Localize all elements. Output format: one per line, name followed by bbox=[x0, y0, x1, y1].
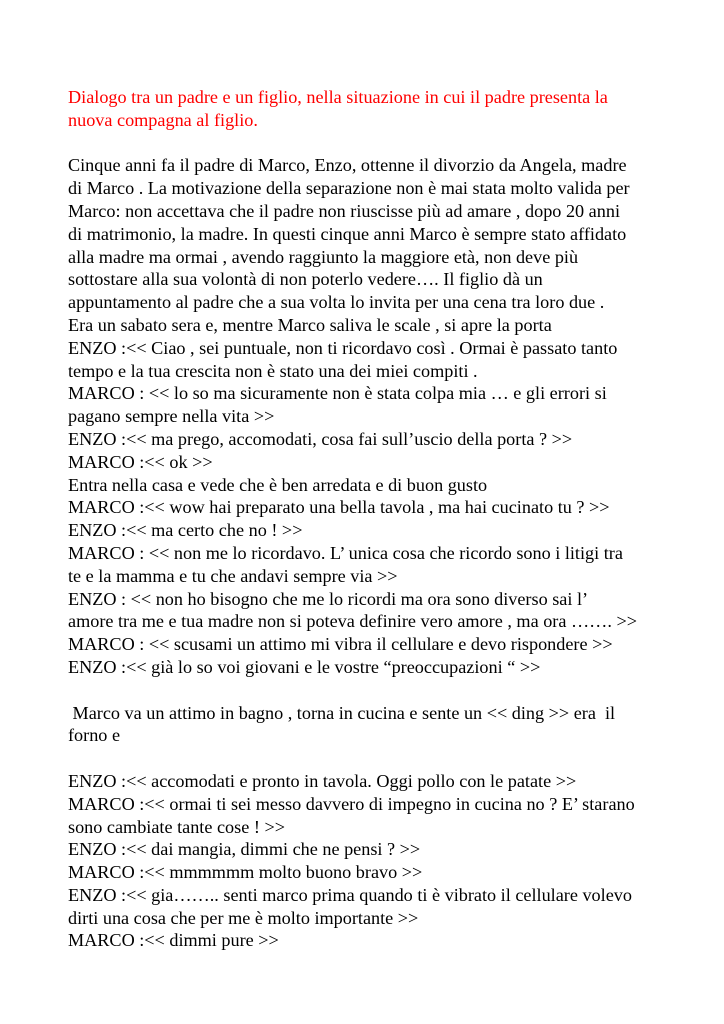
text-line: alla madre ma ormai , avendo raggiunto la maggiore età, non deve più bbox=[68, 246, 579, 267]
heading-line: Dialogo tra un padre e un figlio, nella situazione in cui il padre presenta la bbox=[68, 87, 608, 107]
dialogue-line: ENZO :<< ma prego, accomodati, cosa fai sull’uscio della porta ? >> bbox=[68, 428, 573, 449]
paragraph-gap bbox=[68, 679, 688, 702]
dialogue-line: MARCO : << scusami un attimo mi vibra il cellulare e devo rispondere >> bbox=[68, 634, 613, 655]
dialogue-line: ENZO :<< ma certo che no ! >> bbox=[68, 520, 303, 541]
dialogue-line: dirti una cosa che per me è molto importante >> bbox=[68, 907, 419, 928]
text-line: forno e bbox=[68, 725, 121, 746]
dialogue-line: tempo e la tua crescita non è stato una dei miei compiti . bbox=[68, 360, 478, 381]
dialogue-line: ENZO :<< accomodati e pronto in tavola. Oggi pollo con le patate >> bbox=[68, 770, 577, 791]
dialogue-line: ENZO :<< gia…….. senti marco prima quando ti è vibrato il cellulare volevo bbox=[68, 884, 632, 905]
dialogue-line: ENZO :<< Ciao , sei puntuale, non ti ricordavo così . Ormai è passato tanto bbox=[68, 337, 618, 358]
dialogue-line: MARCO :<< ok >> bbox=[68, 451, 213, 472]
text-line: sottostare alla sua volontà di non poterlo vedere…. Il figlio dà un bbox=[68, 269, 543, 290]
narration-paragraph bbox=[68, 702, 688, 748]
dialogue-line: te e la mamma e tu che andavi sempre via >> bbox=[68, 565, 398, 586]
dialogue-continuation bbox=[68, 770, 688, 952]
dialogue-line: amore tra me e tua madre non si poteva definire vero amore , ma ora ……. >> bbox=[68, 611, 637, 632]
dialogue-line: MARCO :<< mmmmmm molto buono bravo >> bbox=[68, 862, 423, 883]
text-line: di matrimonio, la madre. In questi cinque anni Marco è sempre stato affidato bbox=[68, 223, 627, 244]
text-line: Cinque anni fa il padre di Marco, Enzo, ottenne il divorzio da Angela, madre bbox=[68, 155, 627, 176]
text-line: Marco: non accettava che il padre non riuscisse più ad amare , dopo 20 anni bbox=[68, 200, 620, 221]
intro-and-dialogue bbox=[68, 154, 688, 678]
dialogue-line: MARCO : << non me lo ricordavo. L’ unica cosa che ricordo sono i litigi tra bbox=[68, 542, 623, 563]
text-line: Entra nella casa e vede che è ben arredata e di buon gusto bbox=[68, 474, 488, 495]
text-line: Marco va un attimo in bagno , torna in cucina e sente un << ding >> era il bbox=[68, 702, 616, 723]
dialogue-line: MARCO :<< dimmi pure >> bbox=[68, 930, 279, 951]
dialogue-line: ENZO :<< già lo so voi giovani e le vostre “preoccupazioni “ >> bbox=[68, 656, 541, 677]
paragraph-gap bbox=[68, 747, 688, 770]
dialogue-line: sono cambiate tante cose ! >> bbox=[68, 816, 285, 837]
dialogue-line: MARCO :<< wow hai preparato una bella tavola , ma hai cucinato tu ? >> bbox=[68, 497, 610, 518]
dialogue-line: ENZO : << non ho bisogno che me lo ricordi ma ora sono diverso sai l’ bbox=[68, 588, 589, 609]
dialogue-line: MARCO :<< ormai ti sei messo davvero di impegno in cucina no ? E’ starano bbox=[68, 793, 635, 814]
text-line: appuntamento al padre che a sua volta lo invita per una cena tra loro due . bbox=[68, 292, 605, 313]
dialogue-line: MARCO : << lo so ma sicuramente non è stata colpa mia … e gli errori si bbox=[68, 383, 607, 404]
document-heading bbox=[68, 86, 688, 132]
dialogue-line: ENZO :<< dai mangia, dimmi che ne pensi ? >> bbox=[68, 839, 421, 860]
document-page bbox=[68, 86, 688, 952]
text-line: Era un sabato sera e, mentre Marco saliva le scale , si apre la porta bbox=[68, 314, 552, 335]
text-line: di Marco . La motivazione della separazione non è mai stata molto valida per bbox=[68, 178, 630, 199]
paragraph-gap bbox=[68, 132, 688, 155]
heading-line: nuova compagna al figlio. bbox=[68, 109, 258, 130]
dialogue-line: pagano sempre nella vita >> bbox=[68, 406, 275, 427]
